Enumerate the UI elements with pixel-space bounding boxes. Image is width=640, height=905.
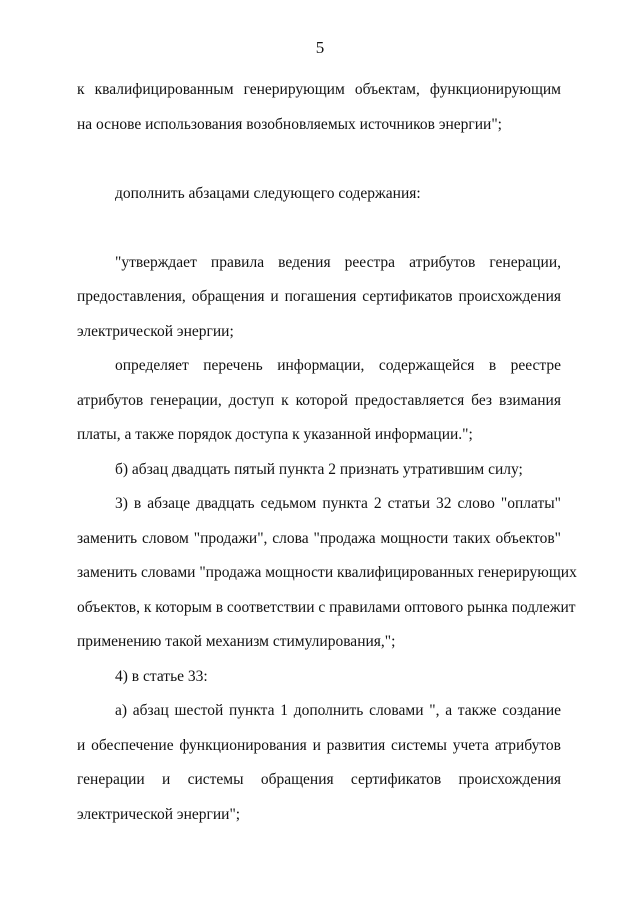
- document-body: [77, 73, 577, 832]
- text-line: дополнить абзацами следующего содержания:: [115, 184, 421, 202]
- text-line: применению такой механизм стимулирования,";: [77, 633, 396, 650]
- text-line: и обеспечение функционирования и развития системы учета атрибутов: [77, 736, 561, 754]
- text-line: генерации и системы обращения сертификатов происхождения: [77, 771, 561, 788]
- text-line: 3) в абзаце двадцать седьмом пункта 2 статьи 32 слово "оплаты": [115, 495, 561, 512]
- paragraph-spacer: [77, 211, 561, 246]
- text-line: электрической энергии";: [77, 805, 241, 823]
- paragraph: [77, 660, 561, 695]
- text-line: на основе использования возобновляемых источников энергии";: [77, 115, 502, 133]
- text-line: электрической энергии;: [77, 322, 234, 340]
- paragraph: [77, 177, 561, 212]
- page-number: 5: [315, 38, 325, 57]
- text-line: а) абзац шестой пункта 1 дополнить словами ", а также создание: [115, 702, 561, 719]
- paragraph-spacer: [77, 142, 561, 177]
- text-line: платы, а также порядок доступа к указанной информации.";: [77, 426, 473, 443]
- text-line: предоставления, обращения и погашения сертификатов происхождения: [77, 288, 561, 305]
- text-line: к квалифицированным генерирующим объектам, функционирующим: [77, 81, 561, 98]
- paragraph: [77, 453, 561, 488]
- text-line: заменить словом "продажи", слова "продажа мощности таких объектов": [77, 529, 561, 547]
- text-line: заменить словами "продажа мощности квалифицированных генерирующих: [77, 564, 577, 581]
- paragraph: [77, 73, 561, 142]
- paragraph: [77, 349, 561, 453]
- text-line: б) абзац двадцать пятый пункта 2 признать утратившим силу;: [115, 460, 523, 478]
- paragraph: [77, 246, 561, 350]
- paragraph: [77, 694, 561, 832]
- text-line: определяет перечень информации, содержащейся в реестре: [115, 357, 561, 374]
- text-line: атрибутов генерации, доступ к которой предоставляется без взимания: [77, 391, 561, 409]
- text-line: 4) в статье 33:: [115, 667, 208, 685]
- paragraph: [77, 487, 577, 660]
- text-line: объектов, к которым в соответствии с правилами оптового рынка подлежит: [77, 598, 576, 616]
- text-line: "утверждает правила ведения реестра атрибутов генерации,: [115, 253, 561, 271]
